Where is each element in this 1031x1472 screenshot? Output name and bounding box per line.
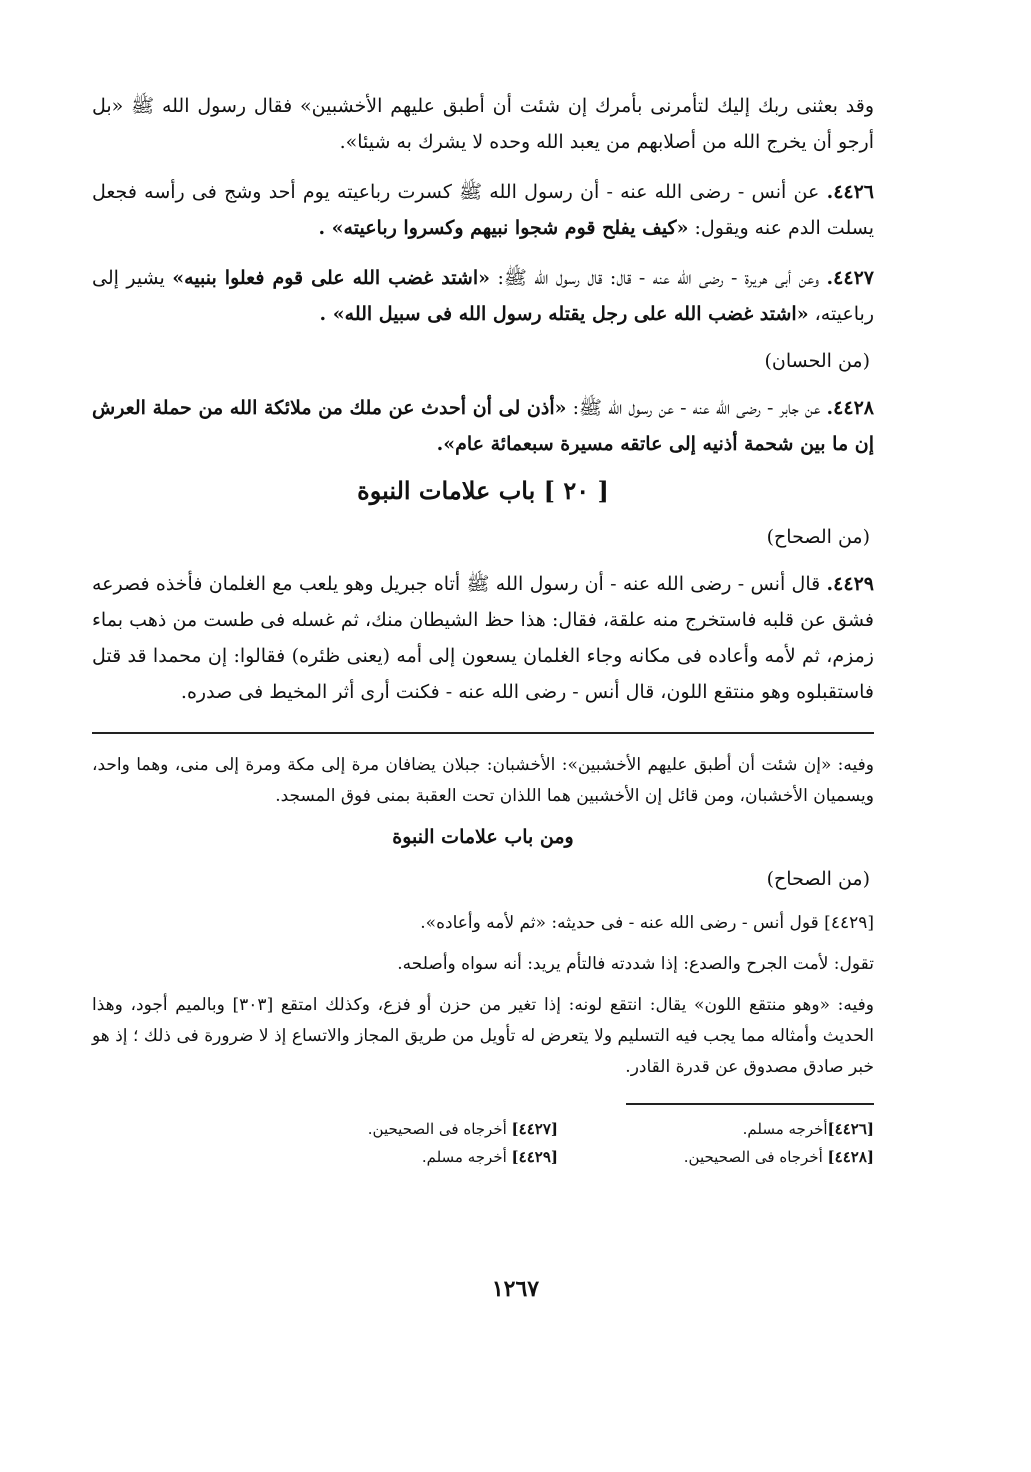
- footnote: [242, 1143, 558, 1171]
- hadith-text: قال أنس - رضى الله عنه - أن رسول الله ﷺ أتاه جبريل وهو يلعب مع الغلمان فأخذه فصرعه فشق عن قلبه فاستخرج منه علقة، فقال: هذا حظ الشيطان منك، ثم غسله فى طست من ذهب بماء زمزم، ثم لأمه وأعاده فى مكانه وجاء الغلمان يسعون إلى أمه (يعنى ظئره) فقالوا: إن محمدا قد قتل فاستقبلوه وهو منتقع اللون، قال أنس - رضى الله عنه - فكنت أرى أثر المخيط فى صدره.: [92, 573, 874, 703]
- footnote-number: [٤٤٢٨]: [827, 1148, 874, 1166]
- section-label-hasan: (من الحسان): [764, 350, 870, 372]
- hadith-text: يشير إلى رباعيته،: [92, 267, 874, 325]
- footnote-text: أخرجه مسلم.: [742, 1120, 828, 1138]
- hadith-quote: «كيف يفلح قوم شجوا نبيهم وكسروا رباعيته» .: [318, 217, 689, 239]
- footnote: [558, 1115, 874, 1143]
- hadith-text: عن جابر - رضى الله عنه - عن رسول الله ﷺ:: [572, 397, 821, 419]
- footnote-text: أخرجه مسلم.: [421, 1148, 507, 1166]
- hadith-continuation: [92, 88, 874, 160]
- hadith-4429: [92, 566, 874, 710]
- hadith-4428: [92, 390, 874, 462]
- footnote-number: [٤٤٢٦]: [827, 1120, 874, 1138]
- hadith-number: ٤٤٢٨.: [826, 397, 874, 419]
- footnote-text: أخرجاه فى الصحيحين.: [683, 1148, 823, 1166]
- hadith-quote: «اشتد غضب الله على رجل يقتله رسول الله فى سبيل الله» .: [319, 303, 809, 325]
- commentary-paragraph: تقول: لأمت الجرح والصدع: إذا شددته فالتأم يريد: أنه سواه وأصلحه.: [397, 954, 874, 974]
- footnote-number: [٤٤٢٩]: [511, 1148, 558, 1166]
- footnote: [558, 1143, 874, 1171]
- commentary-heading: ومن باب علامات النبوة: [392, 826, 574, 848]
- commentary-paragraph: وفيه: «إن شئت أن أطبق عليهم الأخشبين»: الأخشبان: جبلان يضافان مرة إلى مكة ومرة إلى منى، وهما واحد، ويسميان الأخشبان، ومن قائل إن الأخشبين هما اللذان تحت العقبة بمنى فوق المسجد.: [92, 755, 874, 806]
- hadith-number: ٤٤٢٩.: [826, 573, 874, 595]
- footnote-column-right: [558, 1115, 874, 1171]
- hadith-4427: [92, 260, 874, 332]
- hadith-text: عن أنس - رضى الله عنه - أن رسول الله ﷺ كسرت رباعيته يوم أحد وشج فى رأسه فجعل يسلت الدم عنه ويقول:: [92, 181, 874, 239]
- commentary-divider: [92, 732, 874, 734]
- commentary-paragraph: وفيه: «وهو منتقع اللون» يقال: انتقع لونه: إذا تغير من حزن أو فزع، وكذلك امتقع [٣٠٣] وبالميم أجود، وهذا الحديث وأمثاله مما يجب فيه التسليم ولا يتعرض له تأويل من طريق المجاز والاتساع إذ لا ضرورة فى ذلك ؛ إذ هو خبر صادق مصدوق عن قدرة القادر.: [92, 995, 874, 1077]
- chapter-title: [ ٢٠ ] باب علامات النبوة: [357, 476, 609, 505]
- footnote: [242, 1115, 558, 1143]
- hadith-quote: «أذن لى أن أحدث عن ملك من ملائكة الله من حملة العرش إن ما بين شحمة أذنيه إلى عاتقه مسيرة سبعمائة عام».: [92, 397, 874, 455]
- footnotes: [92, 1115, 874, 1171]
- section-label-sahah: (من الصحاح): [766, 526, 870, 548]
- page-content: [92, 88, 874, 1171]
- hadith-continuation-text: وقد بعثنى ربك إليك لتأمرنى بأمرك إن شئت أن أطبق عليهم الأخشبين» فقال رسول الله ﷺ «بل أرجو أن يخرج الله من أصلابهم من يعبد الله وحده لا يشرك به شيئا».: [92, 95, 874, 153]
- hadith-text: وعن أبى هريرة - رضى الله عنه - قال: قال رسول الله ﷺ:: [497, 267, 820, 289]
- commentary-paragraph: [٤٤٢٩] قول أنس - رضى الله عنه - فى حديثه: «ثم لأمه وأعاده».: [420, 913, 874, 933]
- footnote-divider: [626, 1103, 874, 1105]
- hadith-4426: [92, 174, 874, 246]
- footnote-text: أخرجاه فى الصحيحين.: [367, 1120, 507, 1138]
- page-number: ١٢٦٧: [491, 1276, 540, 1302]
- footnote-number: [٤٤٢٧]: [511, 1120, 558, 1138]
- hadith-quote: «اشتد غضب الله على قوم فعلوا بنبيه»: [172, 267, 491, 289]
- hadith-number: ٤٤٢٦.: [826, 181, 875, 203]
- commentary-section-label: (من الصحاح): [766, 868, 870, 890]
- footnote-column-left: [92, 1115, 558, 1171]
- hadith-number: ٤٤٢٧.: [826, 267, 874, 289]
